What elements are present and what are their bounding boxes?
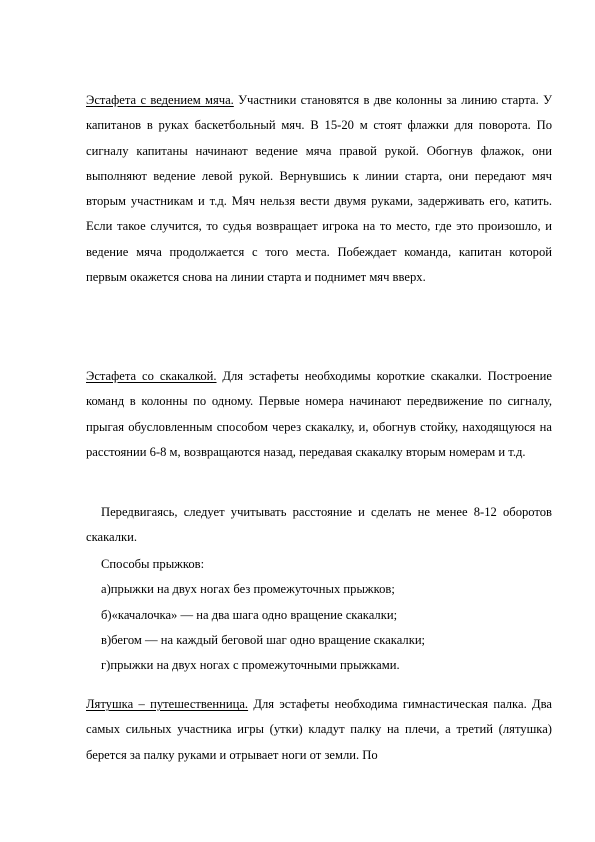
- paragraph-text-moving-note: Передвигаясь, следует учитывать расстояние и сделать не менее 8-12 оборотов скакалки.: [86, 505, 552, 545]
- jump-methods-heading: Способы прыжков:: [101, 557, 205, 571]
- list-item: г)прыжки на двух ногах с промежуточными прыжками.: [101, 658, 400, 673]
- paragraph-title-relay-ball: Эстафета с ведением мяча.: [86, 93, 234, 107]
- list-item: б)«качалочка» — на два шага одно вращение скакалки;: [101, 607, 398, 622]
- paragraph-title-flyer: Лятушка – путешественница.: [86, 697, 249, 711]
- jump-methods-list: [86, 552, 552, 678]
- list-item: в)бегом — на каждый беговой шаг одно вращение скакалки;: [101, 632, 426, 647]
- paragraph-relay-ball: [86, 88, 552, 290]
- paragraph-title-relay-rope: Эстафета со скакалкой.: [86, 369, 217, 383]
- paragraph-text-relay-ball: Участники становятся в две колонны за линию старта. У капитанов в руках баскетбольный мяч. В 15-20 м стоят флажки для поворота. По сигналу капитаны начинают ведение мяча правой рукой. Обогнув флажок, они выполняют ведение левой рукой. Вернувшись к линии старта, они передают мяч вторым участникам и т.д. Мяч нельзя вести двумя руками, задерживать его, катить. Если такое случится, то судья возвращает игрока на то место, где это произошло, и ведение мяча продолжается с того места. Побеждает команда, капитан которой первым окажется снова на линии старта и поднимет мяч вверх.: [86, 93, 552, 285]
- paragraph-flyer: [86, 692, 552, 768]
- paragraph-text-flyer: Для эстафеты необходима гимнастическая палка. Два самых сильных участника игры (утки) кладут палку на плечи, а третий (лятушка) берется за палку руками и отрывает ноги от земли. По: [86, 697, 552, 762]
- paragraph-text-relay-rope: Для эстафеты необходимы короткие скакалки. Построение команд в колонны по одному. Первые номера начинают передвижение по сигналу, прыгая обусловленным способом через скакалку, и, обогнув стойку, находящуюся на расстоянии 6-8 м, возвращаются назад, передавая скакалку вторым номерам и т.д.: [86, 369, 552, 459]
- paragraph-relay-rope: [86, 364, 552, 465]
- list-item: а)прыжки на двух ногах без промежуточных прыжков;: [101, 582, 395, 597]
- paragraph-moving-note: [86, 500, 552, 551]
